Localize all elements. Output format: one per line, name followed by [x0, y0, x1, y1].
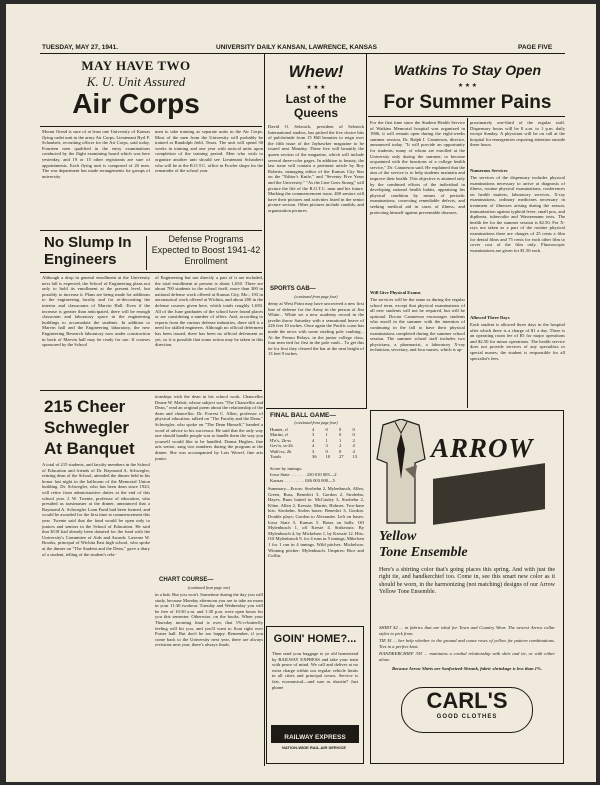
sportsgab-body: demy at West Point may have uncovered a new first line of defense for the Army in the person of Jim White... White set a new academy record in the javelin throw Saturday with a sensational heave of 226 feet 10 inches. Once again the Pacific coast has made the news with some sizzling pole vaulting... At the Fresno Relays, in the junior college class, four men tied for first in the pole vault... To get this tie for first they cleared the bar at the neat height of 13 feet 9 inches. — [268, 301, 364, 357]
column-rule-1 — [264, 54, 265, 766]
table-row: Walt'rss, 2b 3 0 0 4 — [270, 448, 355, 454]
chart-cont: (continued from page one) — [187, 585, 231, 590]
arrow-body: Here's a shirting color that's going places this spring. And with just the right tie, and handkerchief too. Come in, see this smart new color as it should be worn, in the harmonizing (not matching) designs of our Arrow Yellow Tone Ensemble. — [379, 567, 555, 595]
watkins-sub3: Allowed Three Days — [470, 315, 510, 320]
watkins-col2c: Each student is allowed three days in the hospital after which there is a charge of $1 a day. There is an operating room fee of $5 for major operations and $2.50 for minor operations. The health service does not provide services of any specialists or special nurses; the student is responsible for all specialist's fees. — [470, 322, 565, 361]
watkins-col1: For the first time since the Student Health Service of Watkins Memorial hospital was organized in 1906, it will remain open during the eight-weeks summer session, Dr. Ralph I. Canuteson, director, announced today. "It will provide an opportunity for students, many of whom are enrolled at the University only during the summer, to become acquainted with the functions of a college health service," Dr. Canuteson said. He explained that the aim of the service is to help students maintain and improve their health. This objective is attained only by the combined efforts of the individual in developing rational health habits, appraising his physical condition by means of periodic examinations, correcting remediable defects, and seeking medical aid in cases of illness, and protecting himself against preventable diseases. — [370, 120, 465, 215]
engineers-col2: of Engineering but not directly a part of it are included, the total enrollment at present is about 1,650. There are about 700 students in the school itself, more than 300 in national defense work offered at Kansas City, Mo.; 193 in aeronautical work offered at Wichita, and about 200 in the defense courses given here, which totals roughly 1,650. All of the June graduates of the school have found places or are considering a number of offers. And, according to reports from the various defense industries, there still is a need for skilled engineers. Although no official deferment has been issued, there has been no official deferment as yet, so it is possible that some action may be taken in this direction. — [155, 275, 263, 348]
aircorps-kicker: MAY HAVE TWO — [81, 58, 191, 73]
goinhome-ad — [266, 626, 364, 764]
goinhome-logo-text: RAILWAY EXPRESS AGENCY — [284, 734, 346, 761]
table-row-totals: Totals 36 10 27 13 — [270, 454, 358, 460]
chart-title: CHART COURSE— — [159, 577, 214, 583]
finalball-cont: (continued from page four) — [294, 420, 338, 425]
arrow-line1: SHIRT $2 ... in fabrics that are ideal for Town and Country Wear. The newest Arrow collar styles to pick from. — [379, 625, 555, 636]
goinhome-tag: NATION-WIDE RAIL-AIR SERVICE — [281, 745, 347, 750]
engineers-bottom-rule — [40, 390, 262, 391]
arrow-line2: TIE $1 ... her help whether to the ground and cause roses of yellow for pattern combinations. Ties in a perfect knot. — [379, 638, 555, 649]
engineers-col1: Although a drop in general enrollment at the University next fall is expected, the School of Engineering plans not only to hold its enrollment at the present level, but possibly to increase it. Plans are being made for additions to the engineering faculty and for re-decorating the interior and classrooms of Marvin Hall. Even if the increase is greater than anticipated, there will be enough classroom and laboratory space in the engineering buildings to accomodate the students. In addition to Marvin hall and the Engineering laboratory, the new Engineering Research laboratory now under construction in back of Marvin hall may be ready for use. If courses sponsored by the School — [42, 275, 150, 348]
masthead-rule — [40, 53, 565, 54]
cheer-headline: 215 Cheer Schwegler At Banquet — [44, 397, 135, 458]
arrow-line3: HANDKERCHIEF 35¢ ... maintains a cordial relationship with shirt and tie, or with either alone. — [379, 651, 555, 662]
engineers-divider — [146, 236, 147, 270]
table-row: Gev'n, ss-2b 4 3 2 4 — [270, 443, 355, 449]
arrow-closer: Because Arrow Shirts are Sanforized-Shrunk, fabric shrinkage is less than 1%. — [392, 666, 542, 671]
engineers-rule — [40, 272, 262, 273]
goinhome-body: Then send your baggage to ye old homestead by RAILWAY EXPRESS and take your train with peace of mind. We call and deliver at no extra charge within our regular vehicle limits in all cities and principal towns. Service is fast, economical—and sure as shootin'! Just phone — [272, 651, 358, 690]
table-row: Martin, rf 3 1 0 0 — [270, 432, 355, 438]
finalball-summary: Summary—Errors: Strobehn 2, Mylenbusch, Allen, Green, Russ, Benedict 3, Gordon 2, Strobehn, Hayes. Runs batted in: McCauley 3, Strobehn 2, Kline, Allen 2, Kressie, Martin, Holmes. Two-base hits: Strobehn. Stolen bases: Benedict 3, Gordon. Double plays: Gordon to Alexander. Left on bases: Iowa State 5, Kansas 5. Bases on balls: Off Mylenbusch 1, off Kresie 4. Strikeouts: By Mylenbusch 4, by Mickelsen 1, by Kressie 12. Hits: Off Mylenbusch 9, for 4 runs in 5 innings, Mikelsen 1 for 1 run in 4 innings. Wild pitches: Mickelson. Winning pitcher: Mylenbusch. Umpires: Bice and Coffin. — [268, 486, 364, 559]
whew-headline: Whew! — [288, 62, 344, 81]
finalball-byinnings: Score by innings: — [270, 466, 303, 471]
aircorps-bottom-rule — [40, 230, 262, 231]
cheer-col2: tionships with the dean in his school work. Chancellor Deane W. Malott, whose subject was "The Chancellor and Dean," read an original poem about the relationship of the dean and chancellor. Dr. Forrest C. Allen, professor of physical education, talked on "The Faculty and the Dean." Schwegler, who spoke on "The Dean Himself," handed a word of advice to his successor. He said that the only way one should handle people was to handle them the way you yourself would like to be handled. Donna Hughes, fine arts senior, sang two numbers during the program at the dinner. She was accompanied by Lois Worrel, fine arts junior. — [155, 394, 263, 461]
watkins-col2: proximately one-third of the regular staff. Dispensary hours will be 8 a.m. to 1 p.m. daily except Sunday. A physician will be on call at the hospital for emergencies requiring attention outside these hours. — [470, 120, 565, 148]
table-row: Hunter, rf 4 0 0 0 — [270, 427, 355, 432]
watkins-sub2: Numerous Services — [470, 168, 508, 173]
masthead-date: TUESDAY, MAY 27, 1941. — [42, 44, 118, 51]
arrow-store-tag: GOOD CLOTHES — [436, 714, 498, 720]
aircorps-sub: K. U. Unit Assured — [86, 74, 186, 89]
chart-body: in a hub. But you won't. Sometime during the day you will study, because Monday afternoon you are to take an exam in your 11:30 twohour. Tuesday and Wednesday you will be free of 10:30 a.m. and 1:30 p.m. were open hours for you this semester. Otherwise, on the books. When your Thursday morning final is over, that 1%-o-butterfly feeling will hit you, and you'll want to float right over Fraser hall. But don't be too happy. Remember, if you come back to the University next year, there are always revisions next year, there's always finals. — [155, 592, 263, 648]
finalball-line1: Iowa State . . . . . . . 230 010 003—2 — [270, 472, 337, 477]
masthead-page: PAGE FIVE — [518, 44, 553, 51]
watkins-stars: ★ ★ ★ — [457, 83, 478, 89]
arrow-sub2: Tone Ensemble — [379, 545, 468, 560]
arrow-ad — [370, 410, 564, 764]
watkins-headline: Watkins To Stay Open — [393, 62, 542, 78]
arrow-store: CARL'S — [426, 688, 508, 713]
newspaper-page — [6, 4, 596, 782]
arrow-box-illustration — [433, 463, 545, 525]
watkins-col1b: The services will be the same as during the regular school term, except that physical examinations of all new students will not be required, but will be optional. Doctor Canuteson encourages students who enroll in the summer with the intention of continuing in the fall to have their physical examinations completed during the summer school session. The summer school staff includes two physicians, a pharmacist, a laboratory X-ray technician, secretary, and four nurses, which is ap- — [370, 297, 465, 353]
engineers-headline: No Slump In Engineers — [44, 234, 132, 268]
finalball-title: FINAL BALL GAME— — [270, 412, 336, 419]
finalball-rule — [266, 408, 366, 409]
arrow-store-logo — [401, 687, 533, 733]
goinhome-headline: GOIN' HOME?... — [273, 633, 357, 645]
aircorps-rule — [40, 126, 262, 127]
aircorps-col2: men to take training as separate units in the Air Corps. Most of the men from the University will probably be trained at Randolph field, Texas. The unit will spend 30 weeks in training and one year with tactical units upon completion of the training period. Men who wish to organize another unit should see Lieutenant Schaubert who will be at the R.O.T.C. office in Fowler shops for the remainder of the school year. — [155, 129, 263, 174]
sportsgab-cont: (continued from page four) — [294, 294, 338, 299]
watkins-sub: For Summer Pains — [383, 92, 552, 113]
cheer-col1: A total of 215 students, and faculty members in the School of Education and friends of Dr. Raymond A. Schwegler, retiring dean of the School, attended the dinner held in his honor last night in the ballroom of the Memorial Union building. Dr. Schwegler, who has been dean since 1923, will retire from administrative duties at the end of this school year. J. W. Twente, professor of education, who presided as toastmaster at the dinner, announced that a Raymond A. Schwegler Loan Fund had been formed, and would be awarded for the first time at commencement this year. Twente said that the fund would be open only to juniors and seniors in the School of Education. He said that $118 had already been donated for the fund with the University's Committee of Aids and Awards. Laverne W. Brooks, principal of Wichita East high school, who spoke at the dinner on "The Student and the Dean," gave a diary of a student, telling of the student's rela- — [42, 462, 150, 557]
column-rule-2 — [366, 54, 367, 409]
whew-body: David O. Selznick, president of Selznick International studios, has picked the five choice bits of pulchritude from 15 Hill beauties to reign over the fifth issue of the Jayhawker magazine to be issued next Monday. These five will beautify the queen section of the magazine, which will include several three-color pages. In addition to beauty, the last issue will contain a pertinent article by Roy Roberts, managing editor of the Kansas City Star on the "Editor's Knife," and "Seventy Five Years and the University." "As the Line Goes Strong" will picture the life of the R.O.T.C. man and his future. Marking the commencement issue, 400 seniors will have their pictures and activities listed in the senior picture section. Other pictures include candids, and organization pictures. — [268, 124, 364, 213]
finalball-line2: Kansas . . . . . . . . . 026 003 000—5 — [270, 478, 335, 483]
masthead-paper: UNIVERSITY DAILY KANSAN, LAWRENCE, KANSAS — [216, 44, 377, 51]
sportsgab-title: SPORTS GAB— — [270, 286, 316, 292]
watkins-col2b: The services of the dispensary includes physical examinations necessary to arrive at diagnosis of illness, routine physical examinations, conferences on health matters, laboratory services, X-ray examinations, ordinary medicines necessary in treatment of illnesses arising during the season, immunization against typhoid fever, small pox, and diptheria, tuberculin and Wassermann tests. The health fee for the summer session is $2.50. For X-rays not taken as a part of the routine physical examinations there are charges of 25 cents a film for dental films and 75 cents for each other film to cover cost of the film only. Fluoroscopic examinations are given for $1.50 each. — [470, 175, 565, 253]
watkins-col-divider — [467, 118, 468, 408]
whew-stars: ★ ★ ★ — [306, 85, 326, 91]
aircorps-headline: Air Corps — [72, 88, 200, 119]
arrow-shirt-illustration — [375, 419, 427, 527]
whew-sub: Last of the Queens — [285, 92, 347, 120]
aircorps-col1: Mount Oread is sure of at least one University of Kansas flying cadet unit in the army Air Corps, Lieutenant Byrl F. Schaubert, recruiting officer for the Air Corps, said today. Fourteen men qualified in the entry examinations conducted by the flight examining board which was here yesterday, and 19 or 15 other registrants are sure of appointments. Each flying unit is composed of 20 men. The war department has made arrangements for groups of university — [42, 129, 150, 179]
watkins-sub1: Will Give Physical Exams — [370, 290, 421, 295]
watkins-rule — [368, 116, 565, 117]
table-row: H'n's, 2b-ss 4 1 1 2 — [270, 437, 355, 443]
arrow-brand: ARROW — [431, 433, 534, 463]
arrow-sub1: Yellow — [379, 529, 417, 544]
engineers-deck: Defense Programs Expected to Boost 1941-42 Enrollment — [151, 234, 261, 266]
finalball-table — [268, 427, 364, 459]
